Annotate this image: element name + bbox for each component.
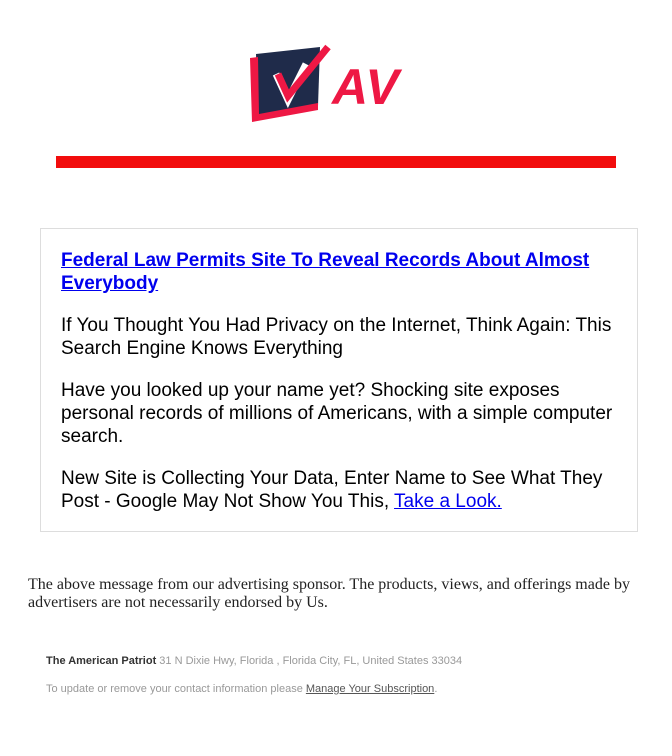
footer-trailing-period: . <box>434 683 438 695</box>
av-logo-graphic <box>248 44 424 126</box>
take-a-look-link[interactable]: Take a Look. <box>394 491 502 512</box>
footer-address-line <box>46 655 646 668</box>
cta-text: New Site is Collecting Your Data, Enter Name to See What They Post - Google May Not Show You This, <box>61 468 603 512</box>
manage-subscription-link[interactable]: Manage Your Subscription <box>305 683 435 695</box>
records-paragraph: Have you looked up your name yet? Shocking site exposes personal records of millions of Americans, with a simple computer search. <box>61 380 613 447</box>
footer-update-text: To update or remove your contact information please <box>46 683 303 695</box>
av-logo <box>248 44 424 126</box>
privacy-paragraph: If You Thought You Had Privacy on the Internet, Think Again: This Search Engine Knows Everything <box>61 315 612 359</box>
headline-link[interactable]: Federal Law Permits Site To Reveal Records About Almost Everybody <box>61 250 590 294</box>
footer-company-name: The American Patriot <box>46 655 157 667</box>
red-banner-bar <box>56 156 616 168</box>
sponsor-disclaimer: The above message from our advertising sponsor. The products, views, and offerings made by advertisers are not necessarily endorsed by Us. <box>28 576 630 611</box>
logo-wordmark: AV <box>332 59 400 115</box>
ad-card <box>40 228 638 532</box>
cta-paragraph <box>61 467 617 513</box>
headline-paragraph <box>61 249 617 295</box>
footer-manage-line <box>46 683 646 696</box>
footer-address: 31 N Dixie Hwy, Florida , Florida City, FL, United States 33034 <box>159 655 463 667</box>
